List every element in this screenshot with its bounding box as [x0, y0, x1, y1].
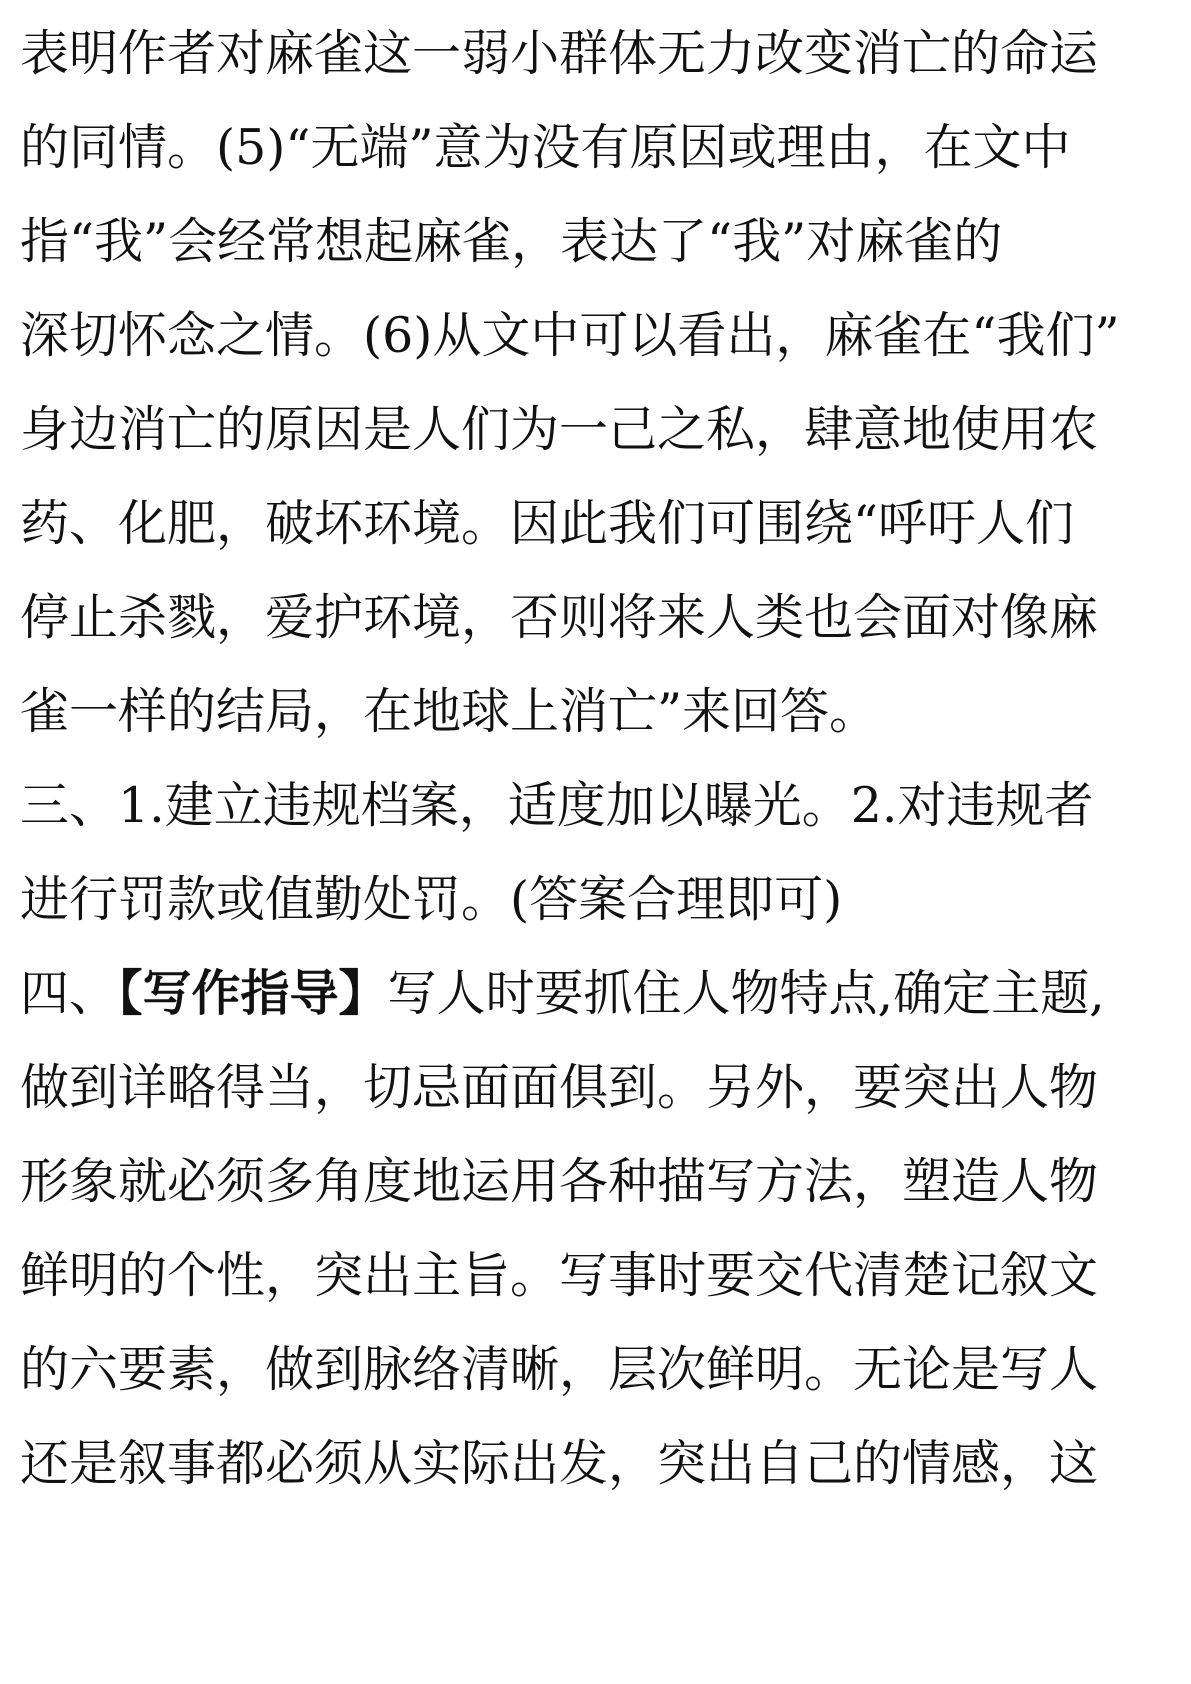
- writing-guide-intro: 写人时要抓住人物特点,确定主题,: [387, 965, 1105, 1022]
- writing-guide-line-5: 的六要素，做到脉络清晰，层次鲜明。无论是写人: [20, 1341, 1099, 1398]
- text-line-8: 雀一样的结局，在地球上消亡”来回答。: [20, 683, 879, 740]
- answer-section-3-line-2: 进行罚款或值勤处罚。(答案合理即可): [20, 871, 843, 928]
- writing-guide-first-line: [20, 954, 1190, 1034]
- text-line-7: 停止杀戮，爱护环境，否则将来人类也会面对像麻: [20, 589, 1099, 646]
- text-line-2: 的同情。(5)“无端”意为没有原因或理由，在文中: [20, 119, 1071, 176]
- writing-guide-line-2: 做到详略得当，切忌面面俱到。另外，要突出人物: [20, 1059, 1099, 1116]
- text-line-6: 药、化肥，破坏环境。因此我们可围绕“呼吁人们: [20, 495, 1075, 552]
- text-line-5: 身边消亡的原因是人们为一己之私，肆意地使用农: [20, 401, 1099, 458]
- writing-guide-line-4: 鲜明的个性，突出主旨。写事时要交代清楚记叙文: [20, 1247, 1099, 1304]
- writing-guide-line-3: 形象就必须多角度地运用各种描写方法，塑造人物: [20, 1153, 1099, 1210]
- writing-guide-heading: 【写作指导】: [118, 965, 388, 1022]
- section-number: 四、: [20, 965, 119, 1022]
- text-line-1: 表明作者对麻雀这一弱小群体无力改变消亡的命运: [20, 25, 1099, 82]
- answer-section-3-line-1: 三、1.建立违规档案，适度加以曝光。2.对违规者: [20, 777, 1094, 834]
- text-line-4: 深切怀念之情。(6)从文中可以看出，麻雀在“我们”: [20, 307, 1120, 364]
- text-line-3: 指“我”会经常想起麻雀，表达了“我”对麻雀的: [20, 213, 1003, 270]
- writing-guide-line-6: 还是叙事都必须从实际出发，突出自己的情感，这: [20, 1435, 1099, 1492]
